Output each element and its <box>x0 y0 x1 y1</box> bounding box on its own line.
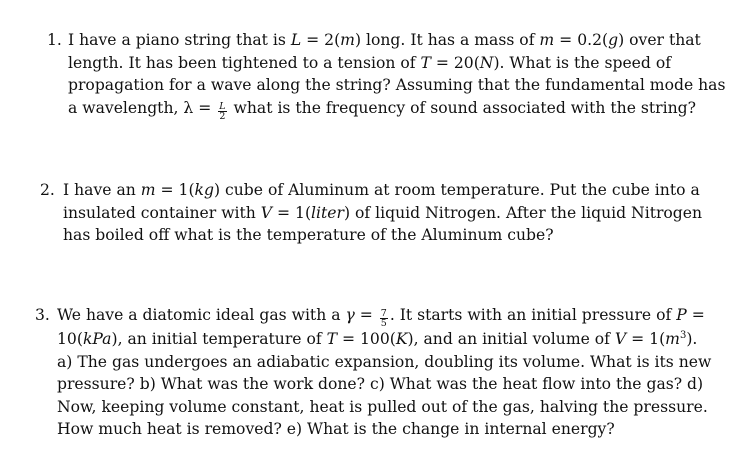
text-line: pressure? b) What was the work done? c) What was the heat flow into the gas? d) <box>57 375 704 393</box>
text-line: length. It has been tightened to a tension of T = 20(N). What is the speed of <box>68 53 672 72</box>
problem-number: 1. <box>47 31 62 49</box>
text-line: propagation for a wave along the string? Assuming that the fundamental mode has <box>68 76 726 94</box>
text-line: has boiled off what is the temperature of the Aluminum cube? <box>63 226 554 244</box>
text-line: a wavelength, λ = $\frac{L}{2}$ what is the frequency of sound associated with the string? <box>68 98 697 122</box>
text-line: I have a piano string that is L = 2(m) long. It has a mass of m = 0.2(g) over that <box>68 31 701 49</box>
problem-text <box>63 179 708 247</box>
text-line: a) The gas undergoes an adiabatic expansion, doubling its volume. What is its new <box>57 352 712 371</box>
text-line: We have a diatomic ideal gas with a γ = $\frac{7}{5}$ . It starts with an initial pressure of P = <box>57 306 705 329</box>
text-line: I have an m = 1(kg) cube of Aluminum at room temperature. Put the cube into a <box>63 181 700 199</box>
text-line: insulated container with V = 1(liter) of liquid Nitrogen. After the liquid Nitrogen <box>63 203 703 222</box>
problem-2 <box>40 179 708 247</box>
fraction-7-over-5: $\frac{7}{5}$ <box>380 308 387 329</box>
problem-number: 2. <box>40 181 55 199</box>
problem-3 <box>35 304 712 441</box>
text-line: How much heat is removed? e) What is the change in internal energy? <box>57 420 615 438</box>
fraction-l-over-2: $\frac{L}{2}$ <box>219 100 226 122</box>
text-line: 10(kPa), an initial temperature of T = 100(K), and an initial volume of $V = 1(m^3)$. <box>57 329 698 348</box>
problem-number: 3. <box>35 306 50 324</box>
problem-text <box>57 304 712 441</box>
text-line: Now, keeping volume constant, heat is pulled out of the gas, halving the pressure. <box>57 397 708 416</box>
problem-text <box>68 29 726 122</box>
problem-1 <box>47 29 726 122</box>
